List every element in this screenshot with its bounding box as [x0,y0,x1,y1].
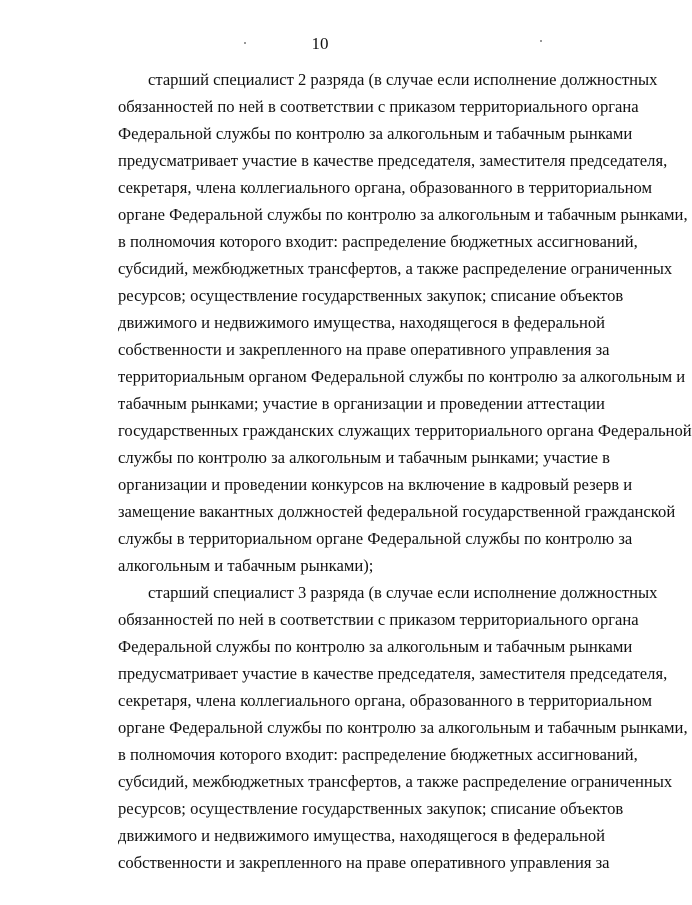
text-line: Федеральной службы по контролю за алкогольным и табачным рынками [118,637,633,656]
text-line: предусматривает участие в качестве председателя, заместителя председателя, [118,664,668,683]
text-line: собственности и закрепленного на праве оперативного управления за [118,340,610,359]
text-line: старший специалист 2 разряда (в случае если исполнение должностных [148,70,658,89]
text-line: табачным рынками; участие в организации и проведении аттестации [118,394,605,413]
text-line: замещение вакантных должностей федеральной государственной гражданской [118,502,676,521]
text-line: старший специалист 3 разряда (в случае если исполнение должностных [148,583,658,602]
text-line: движимого и недвижимого имущества, находящегося в федеральной [118,313,606,332]
text-line: в полномочия которого входит: распределение бюджетных ассигнований, [118,232,638,251]
text-line: Федеральной службы по контролю за алкогольным и табачным рынками [118,124,633,143]
text-line: обязанностей по ней в соответствии с приказом территориального органа [118,610,639,629]
text-line: территориальным органом Федеральной службы по контролю за алкогольным и [118,367,686,386]
document-body [118,66,692,876]
text-line: ресурсов; осуществление государственных закупок; списание объектов [118,286,624,305]
scan-speck [244,42,246,44]
text-line: субсидий, межбюджетных трансфертов, а также распределение ограниченных [118,772,673,791]
text-line: службы в территориальном органе Федеральной службы по контролю за [118,529,633,548]
text-line: секретаря, члена коллегиального органа, образованного в территориальном [118,178,653,197]
text-line: органе Федеральной службы по контролю за алкогольным и табачным рынками, [118,718,688,737]
paragraph [118,66,692,579]
text-line: секретаря, члена коллегиального органа, образованного в территориальном [118,691,653,710]
paragraph [118,579,688,876]
page-number: 10 [311,34,329,53]
text-line: движимого и недвижимого имущества, находящегося в федеральной [118,826,606,845]
text-line: в полномочия которого входит: распределение бюджетных ассигнований, [118,745,638,764]
text-line: государственных гражданских служащих территориального органа Федеральной [118,421,692,440]
scan-speck [540,40,542,42]
text-line: алкогольным и табачным рынками); [118,556,374,575]
text-line: предусматривает участие в качестве председателя, заместителя председателя, [118,151,668,170]
text-line: службы по контролю за алкогольным и табачным рынками; участие в [118,448,610,467]
text-line: субсидий, межбюджетных трансфертов, а также распределение ограниченных [118,259,673,278]
text-line: собственности и закрепленного на праве оперативного управления за [118,853,610,872]
text-line: ресурсов; осуществление государственных закупок; списание объектов [118,799,624,818]
text-line: организации и проведении конкурсов на включение в кадровый резерв и [118,475,633,494]
text-line: обязанностей по ней в соответствии с приказом территориального органа [118,97,639,116]
text-line: органе Федеральной службы по контролю за алкогольным и табачным рынками, [118,205,688,224]
